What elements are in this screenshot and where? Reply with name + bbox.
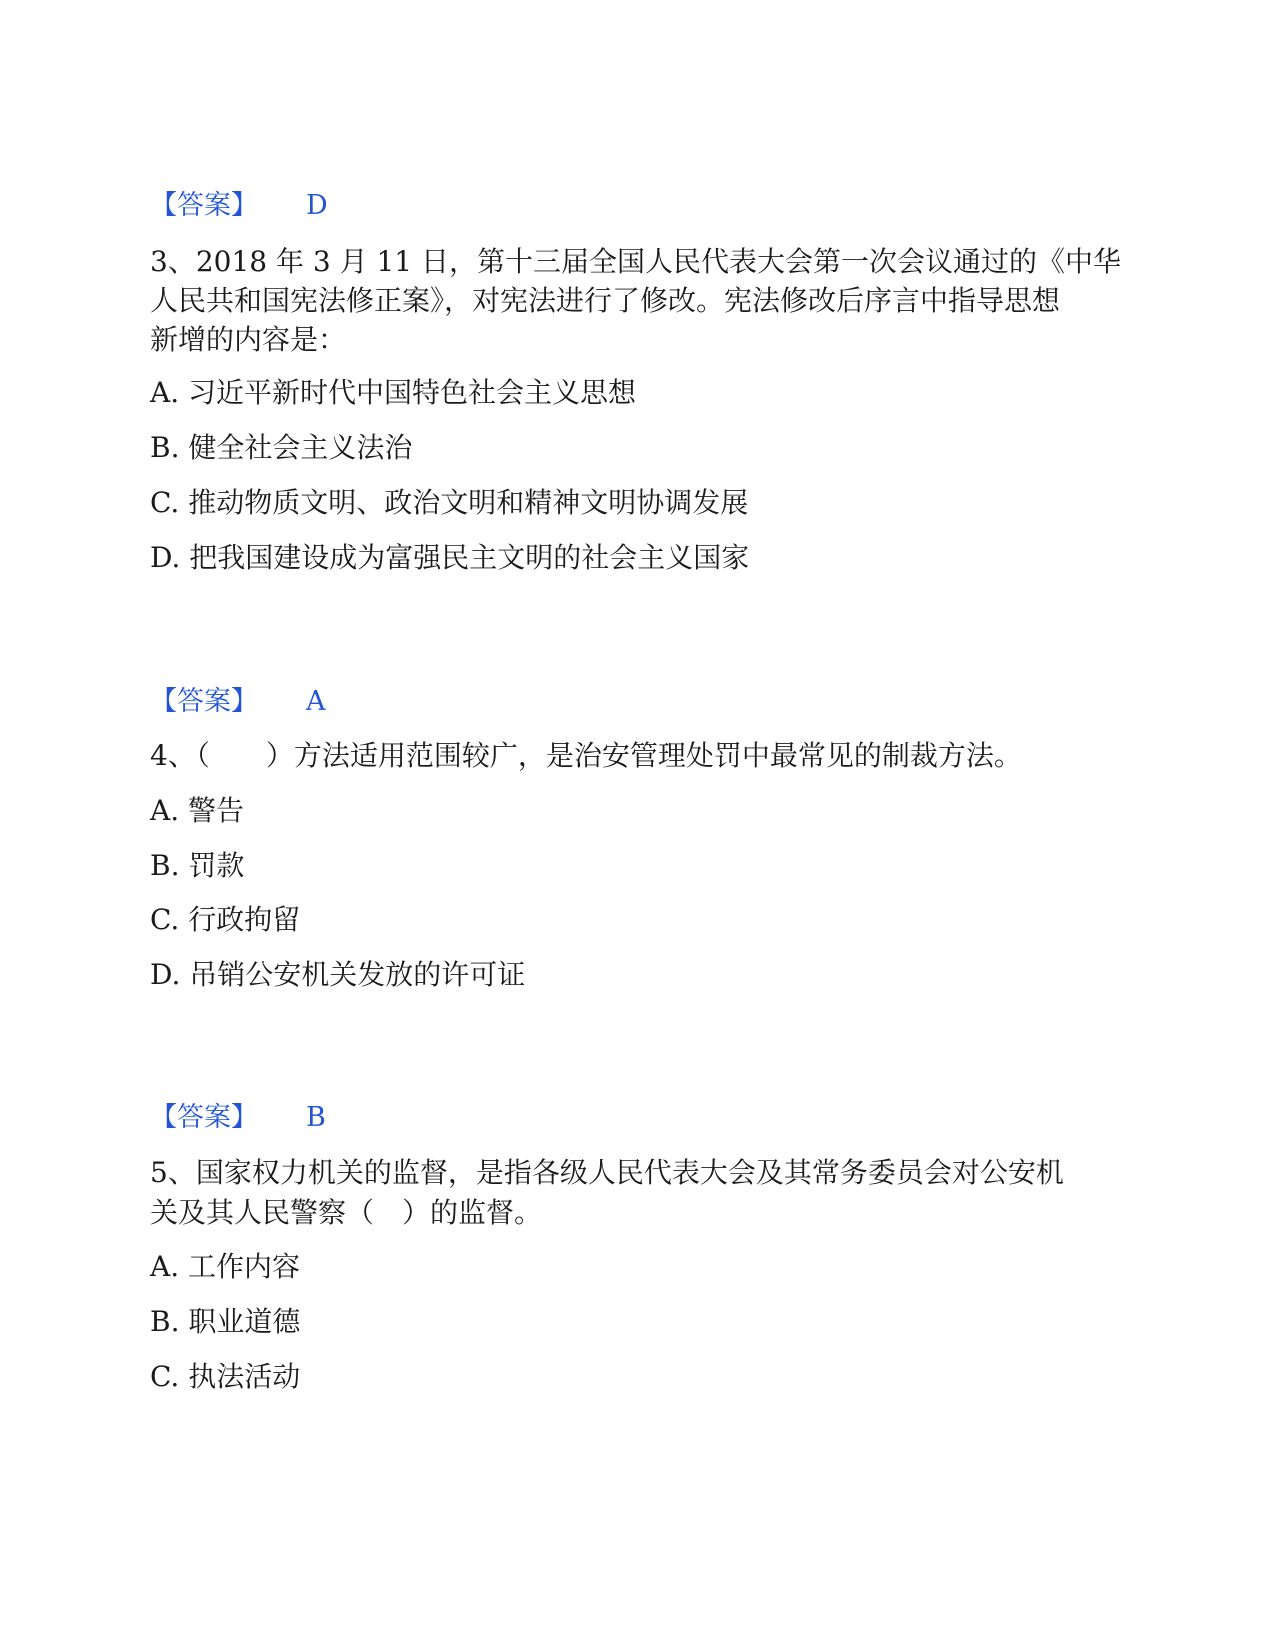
question-4-line-1: 4、（ ）方法适用范围较广，是治安管理处罚中最常见的制裁方法。 [150,739,1022,772]
question-3-line-2: 人民共和国宪法修正案》，对宪法进行了修改。宪法修改后序言中指导思想 [150,284,1061,317]
question-4-option-a: A. 警告 [150,794,245,827]
answer-label: 【答案】 [150,1102,258,1133]
question-5-line-1: 5、国家权力机关的监督，是指各级人民代表大会及其常务委员会对公安机 [150,1156,1064,1189]
question-3-line-3: 新增的内容是： [150,323,347,356]
question-3-option-b: B. 健全社会主义法治 [150,431,413,464]
question-4-option-d: D. 吊销公安机关发放的许可证 [150,958,526,991]
question-5-line-2: 关及其人民警察（ ）的监督。 [150,1196,543,1229]
question-3-line-1: 3、2018 年 3 月 11 日，第十三届全国人民代表大会第一次会议通过的《中华 [150,245,1122,278]
question-3-option-c: C. 推动物质文明、政治文明和精神文明协调发展 [150,486,749,519]
question-4-option-b: B. 罚款 [150,849,245,882]
answer-label: 【答案】 [150,686,258,717]
answer-line [150,1098,326,1138]
answer-value: B [306,1102,326,1133]
answer-value: D [306,190,328,221]
question-3-option-a: A. 习近平新时代中国特色社会主义思想 [150,376,637,409]
question-5-option-b: B. 职业道德 [150,1305,301,1338]
question-5-option-c: C. 执法活动 [150,1360,301,1393]
question-4-option-c: C. 行政拘留 [150,903,301,936]
answer-label: 【答案】 [150,190,258,221]
question-5-option-a: A. 工作内容 [150,1250,301,1283]
question-3-option-d: D. 把我国建设成为富强民主文明的社会主义国家 [150,541,750,574]
answer-line [150,186,328,226]
answer-line [150,682,326,722]
answer-value: A [306,686,326,717]
